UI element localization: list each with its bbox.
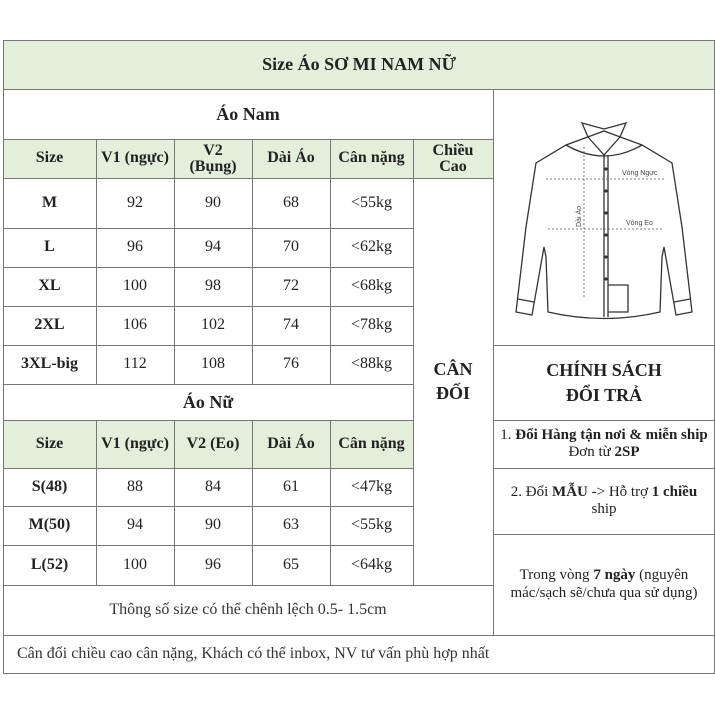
policy-item-2-prefix: 2. Đổi (510, 483, 553, 500)
women-col-v2: V2 (Eo) (186, 434, 240, 452)
policy-item-3-prefix: Trong vòng (519, 567, 594, 584)
grid-line (330, 139, 331, 384)
grid-line (3, 545, 413, 546)
height-note: CÂN ĐỐI (433, 359, 473, 403)
men-length-cell: 70 (283, 238, 299, 256)
variance-note: Thông số size có thể chênh lệch 0.5- 1.5cm (109, 600, 387, 618)
grid-line (493, 534, 715, 535)
border-line (3, 673, 715, 674)
grid-line (3, 384, 413, 385)
policy-item-1-bold: Đổi Hàng tận nơi & miễn ship (515, 426, 708, 443)
men-col-height: Chiều Cao (432, 141, 474, 175)
grid-line (3, 506, 413, 507)
women-weight-cell: <47kg (350, 477, 393, 495)
women-v2-cell: 90 (205, 516, 221, 534)
women-v1-cell: 100 (123, 555, 147, 573)
grid-line (3, 345, 413, 346)
men-v1-cell: 92 (127, 193, 143, 211)
women-size-cell: S(48) (31, 477, 68, 495)
women-weight-cell: <55kg (350, 516, 393, 534)
men-size-cell: L (44, 238, 55, 256)
women-v1-cell: 94 (127, 516, 143, 534)
grid-line (493, 468, 715, 469)
women-v2-cell: 84 (205, 477, 221, 495)
men-col-v2: V2 (Bụng) (189, 141, 237, 175)
policy-item-1 (493, 420, 715, 468)
men-weight-cell: <78kg (350, 316, 393, 334)
grid-line (493, 420, 715, 421)
women-length-cell: 65 (283, 555, 299, 573)
chart-title: Size Áo SƠ MI NAM NỮ (262, 54, 456, 75)
grid-line (413, 139, 414, 585)
women-col-length: Dài Áo (267, 434, 315, 452)
grid-line (174, 139, 175, 384)
men-v2-cell: 98 (205, 277, 221, 295)
women-col-weight: Cân nặng (338, 434, 405, 452)
policy-item-1-prefix: 1. (500, 426, 516, 443)
policy-heading: CHÍNH SÁCH ĐỔI TRẢ (546, 360, 662, 405)
grid-line (3, 178, 493, 179)
grid-line (174, 420, 175, 585)
policy-item-1-rest: Đơn từ (568, 444, 615, 460)
grid-line (493, 345, 715, 346)
men-weight-cell: <88kg (350, 355, 393, 373)
men-v1-cell: 100 (123, 277, 147, 295)
footer-note: Cân đối chiều cao cân nặng, Khách có thể inbox, NV tư vấn phù hợp nhất (17, 645, 490, 663)
grid-line (96, 139, 97, 384)
policy-item-2-bold2: 1 chiều (651, 483, 698, 500)
men-weight-cell: <68kg (350, 277, 393, 295)
men-v2-cell: 94 (205, 238, 221, 256)
men-size-cell: 2XL (34, 316, 65, 334)
grid-line (252, 420, 253, 585)
grid-line (3, 468, 413, 469)
men-v1-cell: 106 (123, 316, 147, 334)
women-size-cell: M(50) (28, 516, 71, 534)
men-length-cell: 76 (283, 355, 299, 373)
men-col-weight: Cân nặng (338, 149, 405, 167)
men-col-length: Dài Áo (267, 149, 315, 167)
shirt-diagram (493, 89, 715, 345)
grid-line (3, 306, 413, 307)
size-chart (3, 40, 715, 674)
policy-item-3-rest: (nguyên mác/sạch sẽ/chưa qua sử dụng) (510, 567, 698, 601)
policy-item-2-rest: ship (591, 501, 617, 517)
policy-item-3 (493, 534, 715, 635)
policy-item-1-bold2: 2SP (614, 444, 640, 460)
policy-item-3-bold: 7 ngày (593, 567, 636, 584)
grid-line (3, 139, 493, 140)
men-size-cell: 3XL-big (21, 355, 78, 373)
border-line (3, 40, 715, 41)
men-v2-cell: 90 (205, 193, 221, 211)
men-size-cell: XL (38, 277, 61, 295)
grid-line (493, 89, 494, 635)
women-weight-cell: <64kg (350, 555, 393, 573)
men-weight-cell: <55kg (350, 193, 393, 211)
policy-item-2-bold: MẪU (552, 483, 588, 500)
length-label: Dài Áo (576, 205, 583, 227)
women-length-cell: 61 (283, 477, 299, 495)
grid-line (3, 420, 413, 421)
grid-line (3, 267, 413, 268)
women-heading: Áo Nữ (182, 391, 234, 412)
men-weight-cell: <62kg (350, 238, 393, 256)
men-col-v1: V1 (ngực) (101, 149, 169, 167)
women-v1-cell: 88 (127, 477, 143, 495)
men-v1-cell: 96 (127, 238, 143, 256)
women-size-cell: L(52) (30, 555, 69, 573)
shirt-icon (504, 107, 704, 327)
policy-item-2 (493, 468, 715, 534)
grid-line (252, 139, 253, 384)
grid-line (330, 420, 331, 585)
men-length-cell: 74 (283, 316, 299, 334)
grid-line (3, 89, 715, 90)
men-size-cell: M (41, 193, 58, 211)
grid-line (3, 228, 413, 229)
waist-label: Vòng Eo (626, 220, 653, 227)
women-v2-cell: 96 (205, 555, 221, 573)
men-v1-cell: 112 (123, 355, 147, 373)
women-col-size: Size (35, 434, 64, 452)
women-col-v1: V1 (ngực) (101, 434, 169, 452)
grid-line (3, 635, 715, 636)
men-v2-cell: 108 (201, 355, 225, 373)
women-length-cell: 63 (283, 516, 299, 534)
men-v2-cell: 102 (201, 316, 225, 334)
policy-item-2-mid: -> Hỗ trợ (587, 483, 652, 500)
men-length-cell: 72 (283, 277, 299, 295)
grid-line (3, 585, 493, 586)
men-length-cell: 68 (283, 193, 299, 211)
chest-label: Vòng Ngực (622, 170, 658, 177)
grid-line (96, 420, 97, 585)
men-col-size: Size (35, 149, 64, 167)
border-line (3, 40, 4, 674)
men-heading: Áo Nam (216, 103, 280, 124)
